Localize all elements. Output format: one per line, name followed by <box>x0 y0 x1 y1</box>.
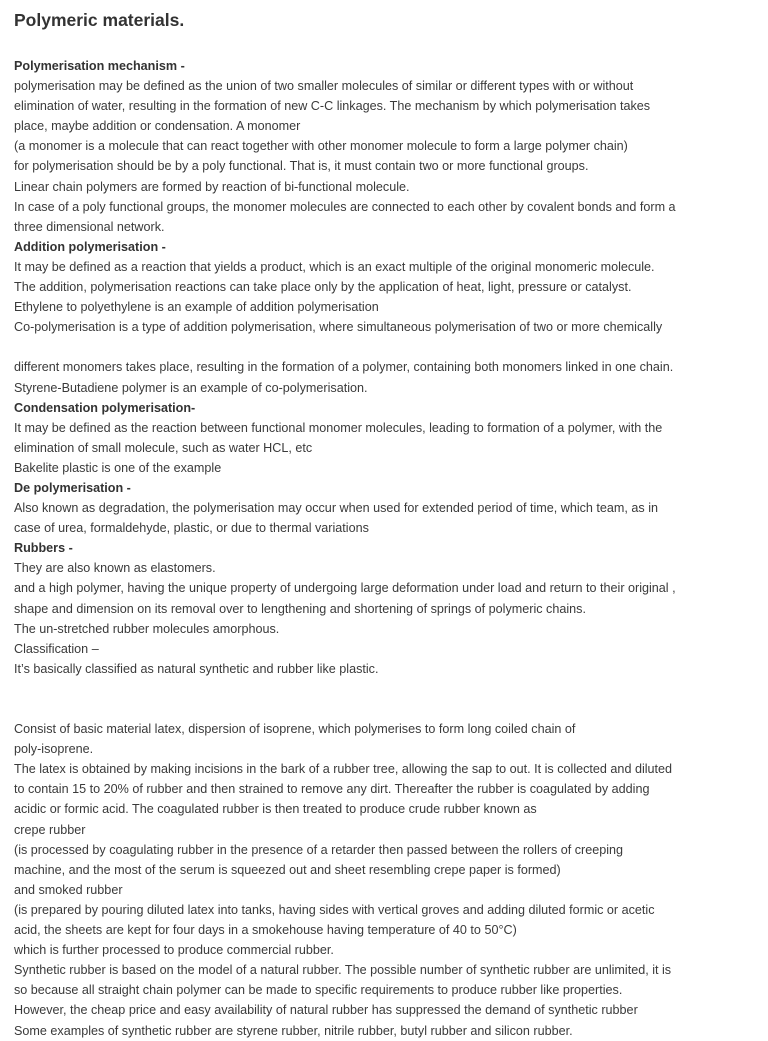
text-line: machine, and the most of the serum is squeezed out and sheet resembling crepe paper is formed) <box>14 862 561 877</box>
text-line: acid, the sheets are kept for four days in a smokehouse having temperature of 40 to 50°C) <box>14 923 517 938</box>
text-line: (is prepared by pouring diluted latex into tanks, having sides with vertical groves and adding diluted formic or acetic <box>14 902 655 917</box>
document-page <box>14 8 756 1041</box>
blank-line <box>14 337 756 357</box>
text-line: three dimensional network. <box>14 219 165 234</box>
text-line: Styrene-Butadiene polymer is an example of co-polymerisation. <box>14 380 368 395</box>
blank-line <box>14 679 756 699</box>
blank-line <box>14 699 756 719</box>
text-line: and a high polymer, having the unique property of undergoing large deformation under load and return to their original , <box>14 581 676 596</box>
text-line: and smoked rubber <box>14 882 123 897</box>
text-line: Also known as degradation, the polymerisation may occur when used for extended period of time, which team, as in <box>14 501 659 516</box>
text-line: Co-polymerisation is a type of addition polymerisation, where simultaneous polymerisation of two or more chemically <box>14 320 663 335</box>
text-line: elimination of water, resulting in the formation of new C-C linkages. The mechanism by which polymerisation takes <box>14 99 651 114</box>
text-line: case of urea, formaldehyde, plastic, or due to thermal variations <box>14 521 369 536</box>
text-line: shape and dimension on its removal over to lengthening and shortening of springs of polymeric chains. <box>14 601 586 616</box>
text-line: Ethylene to polyethylene is an example of addition polymerisation <box>14 300 379 315</box>
text-line: crepe rubber <box>14 822 86 837</box>
text-line: which is further processed to produce commercial rubber. <box>14 943 334 958</box>
text-line: Synthetic rubber is based on the model of a natural rubber. The possible number of synthetic rubber are unlimited, it is <box>14 963 672 978</box>
text-line: poly-isoprene. <box>14 742 94 757</box>
text-line: place, maybe addition or condensation. A monomer <box>14 119 301 134</box>
section-heading: De polymerisation - <box>14 480 131 495</box>
text-line: (a monomer is a molecule that can react together with other monomer molecule to form a large polymer chain) <box>14 139 628 154</box>
section-heading: Polymerisation mechanism - <box>14 59 185 73</box>
section-heading: Addition polymerisation - <box>14 239 166 254</box>
text-line: Linear chain polymers are formed by reaction of bi-functional molecule. <box>14 179 410 194</box>
text-line: to contain 15 to 20% of rubber and then strained to remove any dirt. Thereafter the rubber is coagulated by adding <box>14 782 650 797</box>
text-line: so because all straight chain polymer can be made to specific requirements to produce rubber like properties. <box>14 983 623 998</box>
section-heading: Rubbers - <box>14 541 73 556</box>
text-line: Some examples of synthetic rubber are styrene rubber, nitrile rubber, butyl rubber and silicon rubber. <box>14 1023 573 1038</box>
text-line: Bakelite plastic is one of the example <box>14 460 222 475</box>
text-line: for polymerisation should be by a poly functional. That is, it must contain two or more functional groups. <box>14 159 589 174</box>
text-line: acidic or formic acid. The coagulated rubber is then treated to produce crude rubber known as <box>14 802 537 817</box>
section-heading: Condensation polymerisation- <box>14 400 196 415</box>
text-line: (is processed by coagulating rubber in the presence of a retarder then passed between the rollers of creeping <box>14 842 624 857</box>
document-body <box>14 56 756 1041</box>
text-line: They are also known as elastomers. <box>14 561 216 576</box>
text-line: different monomers takes place, resulting in the formation of a polymer, containing both monomers linked in one chain. <box>14 360 674 375</box>
text-line: polymerisation may be defined as the union of two smaller molecules of similar or different types with or without <box>14 79 634 94</box>
text-line: However, the cheap price and easy availability of natural rubber has suppressed the demand of synthetic rubber <box>14 1003 638 1018</box>
text-line: elimination of small molecule, such as water HCL, etc <box>14 440 313 455</box>
text-line: The latex is obtained by making incisions in the bark of a rubber tree, allowing the sap to out. It is collected and diluted <box>14 762 673 777</box>
text-line: It may be defined as a reaction that yields a product, which is an exact multiple of the original monomeric molecule. <box>14 259 655 274</box>
text-line: Consist of basic material latex, dispersion of isoprene, which polymerises to form long coiled chain of <box>14 722 576 737</box>
page-title: Polymeric materials. <box>14 10 185 30</box>
text-line: Classification – <box>14 641 99 656</box>
text-line: The addition, polymerisation reactions can take place only by the application of heat, light, pressure or catalyst. <box>14 280 632 295</box>
text-line: It may be defined as the reaction between functional monomer molecules, leading to formation of a polymer, with the <box>14 420 663 435</box>
text-line: It’s basically classified as natural synthetic and rubber like plastic. <box>14 661 379 676</box>
text-line: In case of a poly functional groups, the monomer molecules are connected to each other by covalent bonds and form a <box>14 199 676 214</box>
text-line: The un-stretched rubber molecules amorphous. <box>14 621 280 636</box>
